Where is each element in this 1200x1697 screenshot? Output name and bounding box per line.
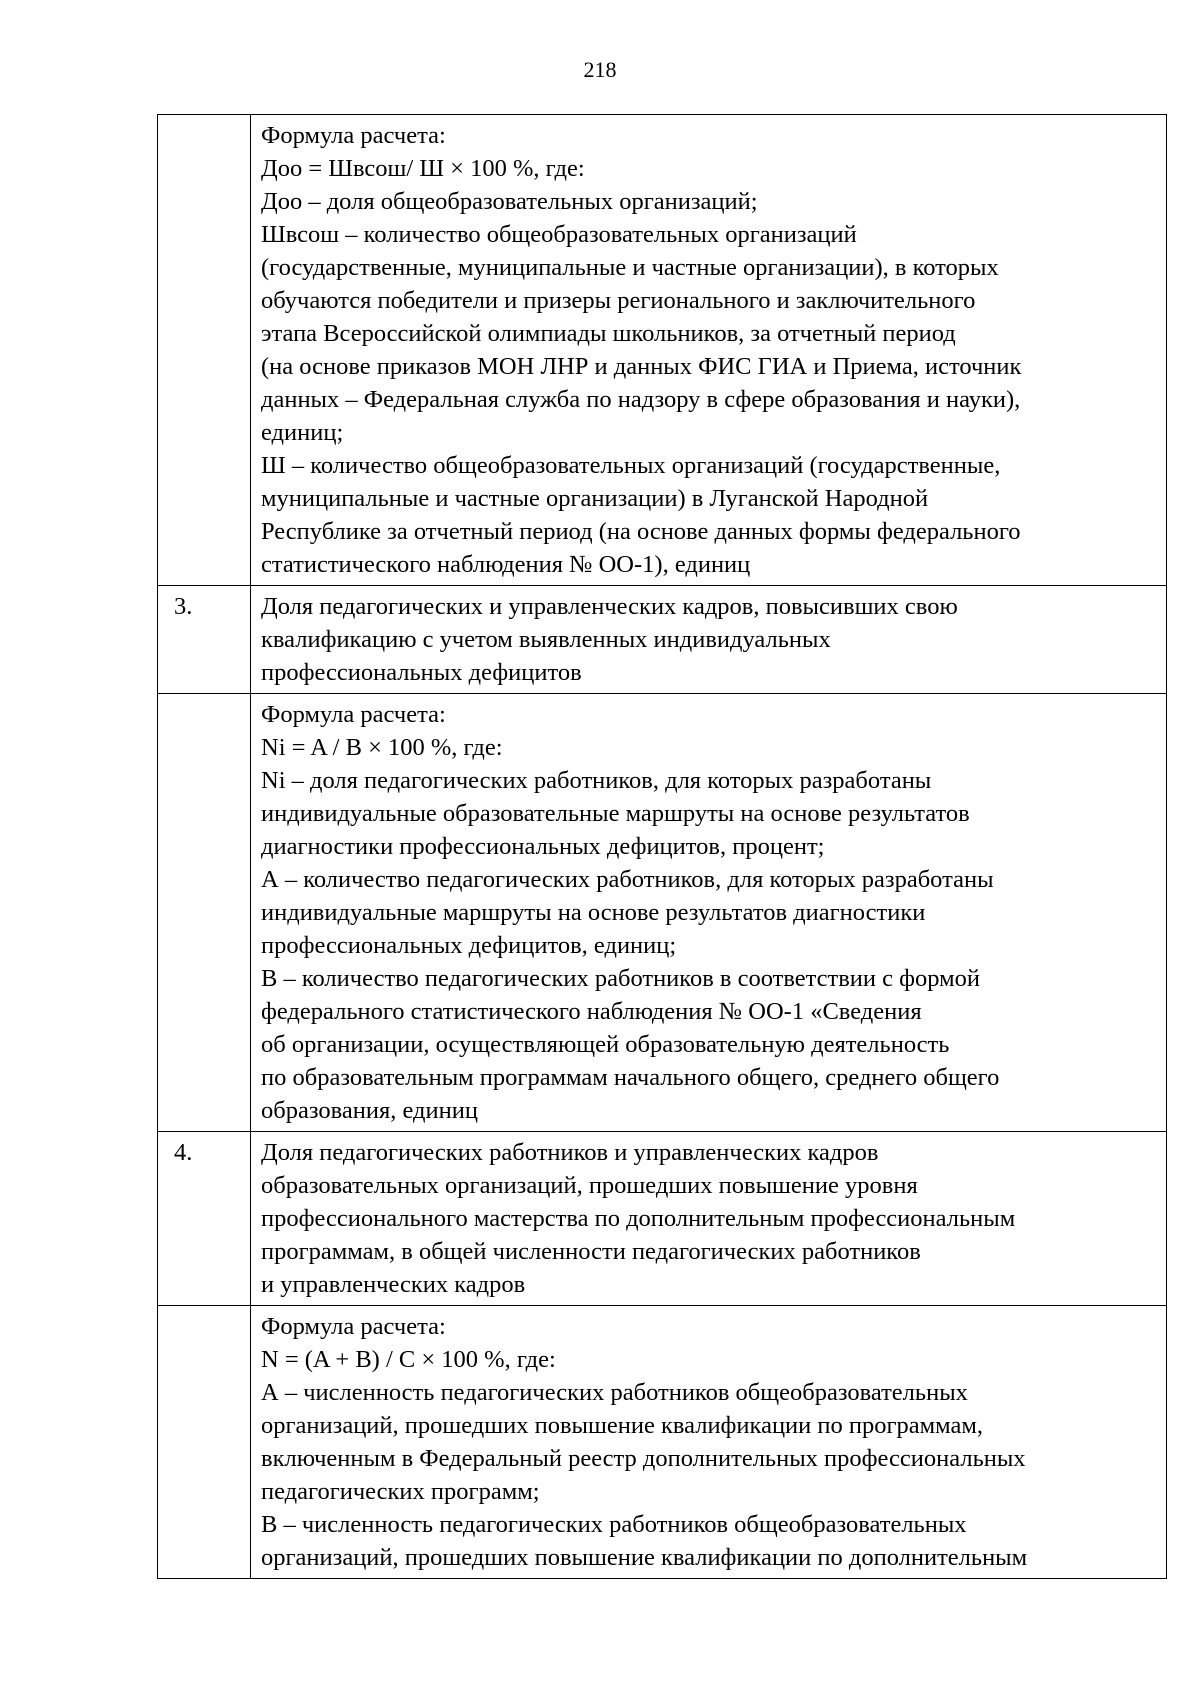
text-line: образования, единиц [261, 1097, 478, 1124]
table-row [158, 586, 1167, 694]
text-line: Республике за отчетный период (на основе данных формы федерального [261, 518, 1021, 545]
text-line: организаций, прошедших повышение квалификации по программам, [261, 1412, 984, 1439]
text-line: Ш – количество общеобразовательных организаций (государственные, [261, 452, 1001, 479]
text-line: Ni – доля педагогических работников, для которых разработаны [261, 767, 932, 794]
text-line: Доля педагогических и управленческих кадров, повысивших свою [261, 593, 958, 620]
text-line: данных – Федеральная служба по надзору в сфере образования и науки), [261, 386, 1021, 413]
text-line: обучаются победители и призеры регионального и заключительного [261, 287, 976, 314]
text-line: Формула расчета: [261, 122, 446, 149]
text-line: индивидуальные маршруты на основе результатов диагностики [261, 899, 926, 926]
text-line: N = (A + B) / C × 100 %, где: [261, 1346, 556, 1373]
text-line: программам, в общей численности педагогических работников [261, 1238, 921, 1265]
table-body [158, 115, 1167, 1579]
text-line: В – количество педагогических работников в соответствии с формой [261, 965, 981, 992]
text-line: статистического наблюдения № ОО-1), единиц [261, 551, 751, 578]
text-line: образовательных организаций, прошедших повышение уровня [261, 1172, 918, 1199]
text-line: Швсош – количество общеобразовательных организаций [261, 221, 857, 248]
text-line: и управленческих кадров [261, 1271, 526, 1298]
text-line: квалификацию с учетом выявленных индивидуальных [261, 626, 831, 653]
text-line: по образовательным программам начального общего, среднего общего [261, 1064, 1000, 1091]
text-line: Доо – доля общеобразовательных организаций; [261, 188, 758, 215]
text-line: профессиональных дефицитов, единиц; [261, 932, 677, 959]
text-line: организаций, прошедших повышение квалификации по дополнительным [261, 1544, 1028, 1571]
text-line: единиц; [261, 419, 344, 446]
indicator-table [157, 114, 1167, 1579]
text-line: Доо = Швсош/ Ш × 100 %, где: [261, 155, 585, 182]
text-line: профессионального мастерства по дополнительным профессиональным [261, 1205, 1016, 1232]
text-line: Формула расчета: [261, 701, 446, 728]
text-line: А – количество педагогических работников, для которых разработаны [261, 866, 994, 893]
text-line: (на основе приказов МОН ЛНР и данных ФИС ГИА и Приема, источник [261, 353, 1022, 380]
text-line: (государственные, муниципальные и частные организации), в которых [261, 254, 999, 281]
row-number-cell [158, 1306, 251, 1579]
table-row [158, 1132, 1167, 1306]
text-line: об организации, осуществляющей образовательную деятельность [261, 1031, 950, 1058]
table-row [158, 115, 1167, 586]
text-line: включенным в Федеральный реестр дополнительных профессиональных [261, 1445, 1026, 1472]
row-text-cell [251, 586, 1167, 694]
table-row [158, 694, 1167, 1132]
text-line: диагностики профессиональных дефицитов, процент; [261, 833, 825, 860]
text-line: профессиональных дефицитов [261, 659, 582, 686]
text-line: индивидуальные образовательные маршруты на основе результатов [261, 800, 970, 827]
page-number: 218 [583, 57, 617, 82]
text-line: этапа Всероссийской олимпиады школьников, за отчетный период [261, 320, 956, 347]
row-number-cell [158, 694, 251, 1132]
text-line: федерального статистического наблюдения № ОО-1 «Сведения [261, 998, 922, 1025]
table-row [158, 1306, 1167, 1579]
text-line: В – численность педагогических работников общеобразовательных [261, 1511, 967, 1538]
text-line: А – численность педагогических работников общеобразовательных [261, 1379, 968, 1406]
row-number-cell: 4. [158, 1132, 251, 1306]
text-line: муниципальные и частные организации) в Луганской Народной [261, 485, 929, 512]
row-text-cell [251, 115, 1167, 586]
text-line: Доля педагогических работников и управленческих кадров [261, 1139, 879, 1166]
text-line: Формула расчета: [261, 1313, 446, 1340]
row-number-cell [158, 115, 251, 586]
text-line: Ni = A / B × 100 %, где: [261, 734, 503, 761]
row-number-cell: 3. [158, 586, 251, 694]
text-line: педагогических программ; [261, 1478, 540, 1505]
row-text-cell [251, 694, 1167, 1132]
row-text-cell [251, 1306, 1167, 1579]
row-text-cell [251, 1132, 1167, 1306]
